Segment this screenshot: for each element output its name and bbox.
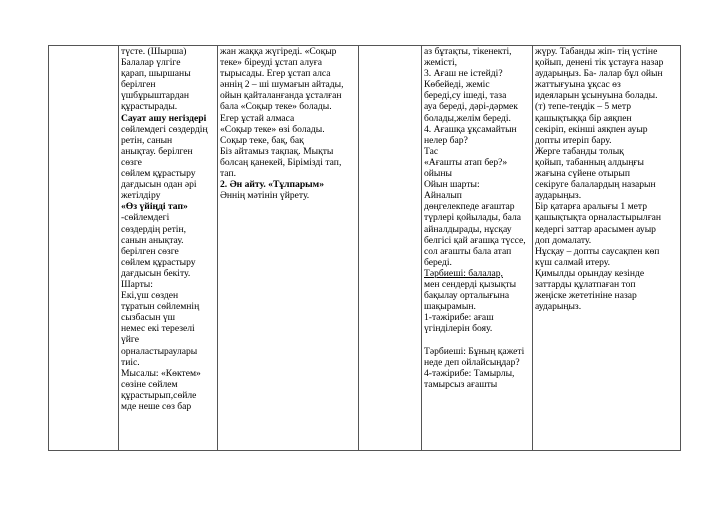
text-line: аударыңыз. Ба- лалар бұл ойын [535,68,663,80]
text-line: құрастырып,сөйле [121,389,197,401]
text-line: Көбейеді, жеміс [424,79,490,91]
text-line: мде неше сөз бар [121,401,192,412]
text-line: Шарты: [121,278,153,290]
text-line: береді. [424,256,452,268]
text-line: Балалар үлгіге [121,57,181,69]
text-line: доп домалату. [535,234,592,246]
text-line: қарап, шыршаны [121,68,191,80]
text-line [424,334,530,345]
text-line: аударыңыз. [535,301,582,313]
text-line: айналдырады, нұсқау [424,223,512,235]
text-line: жағына сүйене отырып [535,168,630,180]
text-line: -сөйлемдегі [121,212,170,224]
text-line: сызбасын үш [121,312,176,324]
text-line: Сауат ашу негіздері [121,112,207,124]
text-line: берілген [121,79,156,91]
text-line: қойып, табанның алдыңғы [535,156,644,168]
text-line: жеңіске жететініне назар [535,290,637,302]
text-line: үйге [121,334,139,346]
text-line: (т) тепе-теңдік – 5 метр [535,101,632,113]
text-line: Бір қатарға аралығы 1 метр [535,201,648,213]
text-line: күш салмай итеру. [535,256,611,268]
text-line: тап. [220,168,236,180]
text-line: түсте. (Шырша) [121,46,187,57]
text-line: белгісі қай ағашқа түссе, [424,234,526,246]
text-line: Қимылды орындау кезінде [535,267,645,279]
text-line: сол ағашты бала атап [424,245,512,257]
text-line: Соқыр теке, бақ, бақ [220,134,304,146]
text-line: 2. Ән айту. «Тұлпарым» [220,179,325,191]
text-line: ойын қайталанғанда ұсталған [220,90,342,102]
text-line: құрастырады. [121,101,178,113]
cell-col-3 [218,46,359,451]
text-line: үгінділерін бояу. [424,323,493,335]
text-line: жемісті, [424,57,458,69]
text-line: теке» біреуді ұстап алуға [220,57,322,69]
text-line: аз бұтақты, тікенекті, [424,46,512,57]
text-line: аударыңыз. [535,190,582,202]
text-line: ауа береді, дәрі-дәрмек [424,101,518,113]
text-line: Егер ұстай алмаса [220,112,295,124]
text-line: Жерге табанды толық [535,145,624,157]
lesson-plan-table [48,45,681,451]
text-line: ойыны [424,168,452,180]
text-line: ретін, санын [121,134,173,146]
text-line: шақырамын. [424,301,476,313]
text-line: «Өз үйіңді тап» [121,201,188,213]
text-line: Тас [424,145,439,157]
text-line: Әннің мәтінін үйрету. [220,190,310,202]
text-line: болады,желім береді. [424,112,511,124]
text-line: секіріп, екінші аяқпен ауыр [535,123,648,135]
text-line: Айналып [424,190,462,202]
text-line: қашықтықта орналастырылған [535,212,662,224]
text-line: сөздердің ретін, [121,223,187,235]
cell-col-4 [359,46,422,451]
text-line: тырысады. Егер ұстап алса [220,68,331,80]
text-line: анықтау. берілген [121,145,193,157]
text-line: заттарды құлатпаған топ [535,278,636,290]
text-line: жаттығуына ұқсас өз [535,79,621,91]
text-line: 4-тәжірибе: Тамырлы, [424,367,515,379]
text-line: тиіс. [121,356,140,368]
text-line: жүру. Табанды жіп- тің үстіне [535,46,658,57]
text-line: дөңгелекпеде ағаштар [424,201,515,213]
text-line: дағдысын одан әрі [121,179,197,191]
text-line: Тәрбиеші: балалар, [424,267,503,279]
text-line: бақылау орталығына [424,290,510,302]
text-line: тамырсыз ағашты [424,378,498,390]
text-line: болсаң қанекей, Бірімізді тап, [220,156,342,168]
text-line: идеяларын ұсынуына болады. [535,90,658,102]
text-line: Екі,үш сөзден [121,290,179,302]
text-line: Тәрбиеші: Бұның қажеті [424,345,525,357]
text-line: түрлері қойылады, бала [424,212,522,224]
text-line: бала «Соқыр теке» болады. [220,101,332,113]
cell-col-1 [49,46,119,451]
text-line: неде деп ойлайсыңдар? [424,356,520,368]
text-line: тұратын сөйлемнің [121,301,200,313]
text-line: әннің 2 – ші шумағын айтады, [220,79,344,91]
text-line: Нұсқау – допты саусақпен көп [535,245,660,257]
table-row [49,46,681,451]
text-line: 4. Ағашқа ұқсамайтын [424,123,517,135]
text-line: орналастыраулары [121,345,198,357]
text-line: қойып, денені тік ұстауға назар [535,57,664,69]
text-line: секіруге балалардың назарын [535,179,656,191]
text-line: кедергі заттар арасымен ауыр [535,223,656,235]
text-line: «Соқыр теке» өзі болады. [220,123,325,135]
text-line: сөйлемдегі сөздердің [121,123,208,135]
text-line: үшбұрыштардан [121,90,190,102]
text-line: жан жаққа жүгіреді. «Соқыр [220,46,337,57]
text-line: санын анықтау. [121,234,184,246]
cell-col-6 [533,46,681,451]
cell-col-2 [119,46,218,451]
text-line: қашықтыққа бір аяқпен [535,112,632,124]
text-line: сөйлем құрастыру [121,168,196,180]
text-line: немес екі терезелі [121,323,195,335]
text-line: берілген сөзге [121,245,179,257]
text-line: допты итеріп бару. [535,134,612,146]
text-line: Ойын шарты: [424,179,480,191]
text-line: дағдысын бекіту. [121,267,191,279]
text-line: нелер бар? [424,134,468,146]
text-line: береді,су ішеді, таза [424,90,507,102]
text-line: Мысалы: «Көктем» [121,367,201,379]
text-line: 3. Ағаш не істейді? [424,68,503,80]
text-line: Біз айтамыз тақпақ. Мықты [220,145,334,157]
text-line: мен сендерді қызықты [424,278,517,290]
text-line: сөзіне сөйлем [121,378,178,390]
text-line: жетілдіру [121,190,161,202]
text-line: сөйлем құрастыру [121,256,196,268]
text-line: сөзге [121,156,142,168]
text-line: 1-тәжірибе: ағаш [424,312,494,324]
cell-col-5 [422,46,533,451]
text-line: «Ағашты атап бер?» [424,156,508,168]
